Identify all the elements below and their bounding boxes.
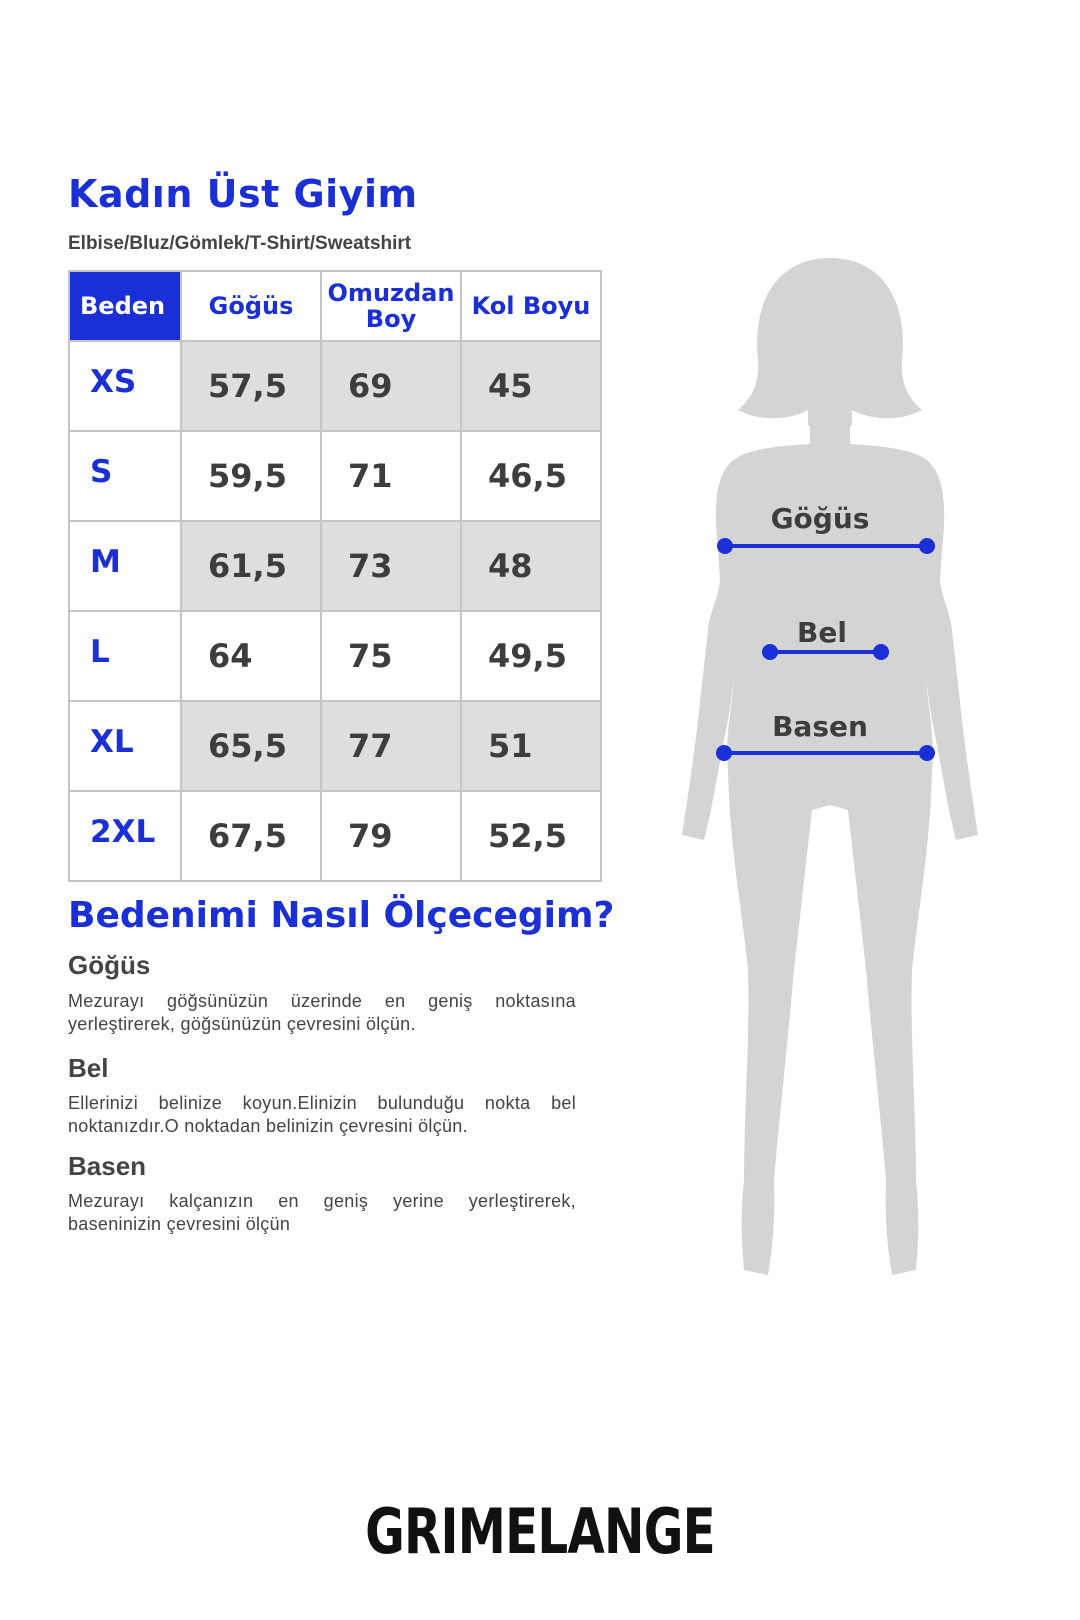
guide-text-hip: Mezurayı kalçanızın en geniş yerine yerleştirerek, baseninizin çevresini ölçün — [68, 1191, 576, 1234]
chest-label: Göğüs — [770, 502, 870, 535]
guide-text-chest: Mezurayı göğsünüzün üzerinde en geniş noktasına yerleştirerek, göğsünüzün çevresini ölçün. — [68, 991, 576, 1034]
kol-boyu-value: 48 — [461, 521, 601, 611]
omuzdan-boy-value: 71 — [321, 431, 461, 521]
omuzdan-boy-value: 73 — [321, 521, 461, 611]
body-silhouette-figure — [680, 250, 1000, 1300]
gogus-value: 59,5 — [181, 431, 321, 521]
body-silhouette — [682, 258, 978, 1275]
guide-heading-hip: Basen — [68, 1151, 147, 1181]
table-row — [69, 791, 601, 881]
table-row — [69, 431, 601, 521]
gogus-value: 67,5 — [181, 791, 321, 881]
table-row — [69, 701, 601, 791]
omuzdan-boy-value: 77 — [321, 701, 461, 791]
table-row — [69, 611, 601, 701]
guide-heading-waist: Bel — [68, 1053, 109, 1083]
brand-logo: GRIMELANGE — [365, 1495, 715, 1568]
omuzdan-boy-value: 79 — [321, 791, 461, 881]
kol-boyu-value: 51 — [461, 701, 601, 791]
header-beden: Beden — [69, 271, 181, 341]
size-label: XL — [69, 701, 181, 791]
size-label: L — [69, 611, 181, 701]
page-subtitle: Elbise/Bluz/Gömlek/T-Shirt/Sweatshirt — [68, 233, 412, 254]
header-kol-boyu: Kol Boyu — [461, 271, 601, 341]
header-gogus: Göğüs — [181, 271, 321, 341]
size-label: 2XL — [69, 791, 181, 881]
guide-text-waist: Ellerinizi belinize koyun.Elinizin bulunduğu nokta bel noktanızdır.O noktadan belinizin çevresini ölçün. — [68, 1093, 576, 1136]
table-row — [69, 521, 601, 611]
gogus-value: 64 — [181, 611, 321, 701]
omuzdan-boy-value: 75 — [321, 611, 461, 701]
guide-heading-chest: Göğüs — [68, 950, 151, 980]
size-label: S — [69, 431, 181, 521]
gogus-value: 57,5 — [181, 341, 321, 431]
omuzdan-boy-value: 69 — [321, 341, 461, 431]
guide-title: Bedenimi Nasıl Ölçecegim? — [68, 895, 615, 936]
size-label: XS — [69, 341, 181, 431]
size-label: M — [69, 521, 181, 611]
gogus-value: 61,5 — [181, 521, 321, 611]
table-header-row — [69, 271, 601, 341]
hip-label: Basen — [772, 710, 868, 743]
waist-label: Bel — [797, 616, 847, 649]
gogus-value: 65,5 — [181, 701, 321, 791]
size-table — [68, 270, 602, 882]
kol-boyu-value: 52,5 — [461, 791, 601, 881]
kol-boyu-value: 49,5 — [461, 611, 601, 701]
table-row — [69, 341, 601, 431]
kol-boyu-value: 46,5 — [461, 431, 601, 521]
header-omuzdan-boy: Omuzdan Boy — [321, 271, 461, 341]
page-title: Kadın Üst Giyim — [68, 172, 418, 216]
kol-boyu-value: 45 — [461, 341, 601, 431]
